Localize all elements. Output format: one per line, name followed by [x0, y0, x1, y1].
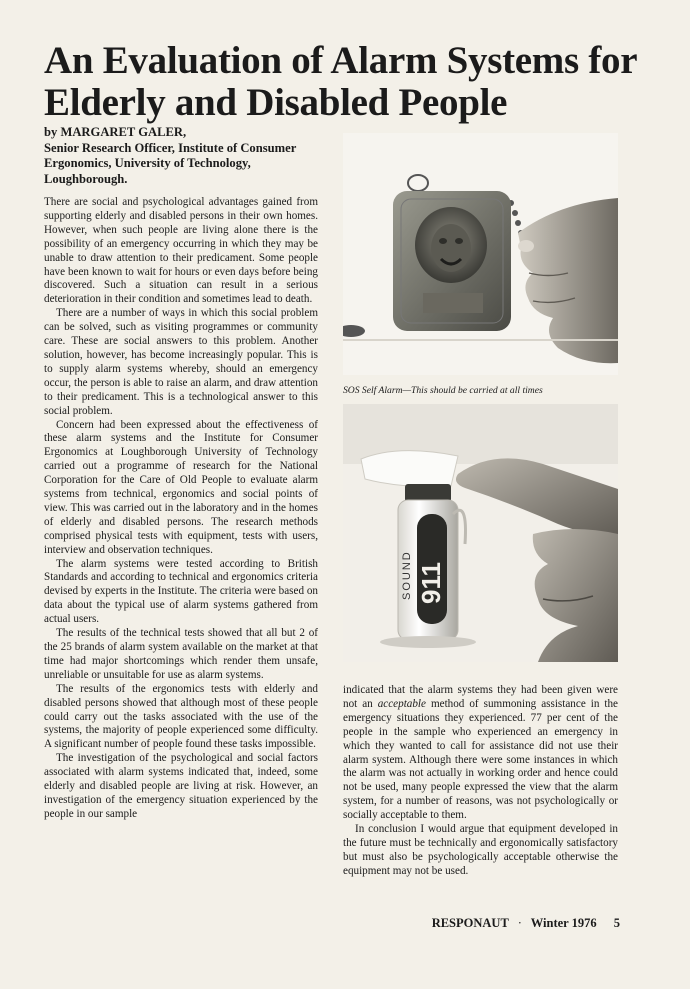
page-footer	[400, 916, 620, 931]
paragraph-5: The results of the technical tests showed that all but 2 of the 25 brands of alarm system available on the market at that time had major shortcomings which render them unsafe, unreliable or unsuitable for use as alarm systems.	[44, 627, 318, 681]
right-p1-before: indicated that the alarm systems they had been given were not an	[343, 684, 618, 710]
photo-sound-911-alarm	[343, 404, 618, 662]
paragraph-1: There are social and psychological advantages gained from supporting elderly and disabled persons in their own homes. However, when such people are living alone there is the possibility of an emergency occurring in which they may be unable to draw attention to their predicament. Some people have been known to wait for hours or even days before being discovered. Such a situation can result in a serious deterioration in their condition and sometimes lead to death.	[44, 196, 318, 306]
paragraph-6: The results of the ergonomics tests with elderly and disabled persons showed that although most of these people could carry out the tasks associated with the use of the systems, the majority of people experienced some difficulty. A significant number of people found these tasks impossible.	[44, 682, 318, 751]
footer-publication: RESPONAUT	[431, 916, 509, 930]
paragraph-4: The alarm systems were tested according to British Standards and according to technical and ergonomics criteria devised by experts in the Institute. The criteria were based on data about the typical use of alarm systems gathered from actual users.	[44, 557, 318, 626]
left-column-body	[44, 196, 318, 822]
paragraph-3: Concern had been expressed about the effectiveness of these alarm systems and the Institute for Consumer Ergonomics at Loughborough University of Technology carried out a programme of research for the National Corporation for the Care of Old People to evaluate alarm systems from technical, ergonomics and social points of view. This was carried out in the laboratory and in the homes of elderly and disabled persons. The research methods comprised physical tests with equipment, tests with users, interview and observation techniques.	[44, 418, 318, 556]
right-paragraph-2: In conclusion I would argue that equipment developed in the future must be technically and ergonomically satisfactory but must also be psychologically acceptable otherwise the equipment may not be used.	[343, 823, 618, 877]
author-organisation: Ergonomics, University of Technology,	[44, 156, 251, 170]
right-column-body	[343, 684, 618, 879]
footer-issue: Winter 1976	[530, 916, 597, 930]
title-line-1: An Evaluation of Alarm Systems for	[44, 39, 638, 82]
footer-separator: ·	[517, 916, 522, 930]
author-role: Senior Research Officer, Institute of Consumer	[44, 140, 297, 155]
paragraph-2: There are a number of ways in which this social problem can be solved, such as visiting programmes or community care. These are social answers to this problem. Another solution, however, has become increasingly popular. This is to supply alarm systems whereby, should an emergency occur, the person is able to raise an alarm, and draw attention to their predicament. This is a technological answer to this social problem.	[44, 307, 318, 417]
author-byline	[44, 125, 329, 187]
article-title	[44, 40, 664, 124]
author-name: by MARGARET GALER,	[44, 125, 187, 139]
photo-caption: SOS Self Alarm—This should be carried at all times	[343, 385, 543, 396]
author-place: Loughborough.	[44, 171, 128, 186]
title-line-2: Elderly and Disabled People	[44, 81, 508, 124]
right-p1-emphasis: acceptable	[377, 697, 426, 710]
can-911-label: 911	[416, 562, 446, 604]
can-sound-label: SOUND	[401, 550, 413, 600]
page-number: 5	[613, 916, 620, 930]
right-paragraph-1	[343, 684, 618, 823]
photo-sos-self-alarm	[343, 133, 618, 375]
right-p1-after: method of summoning assistance in the emergency situations they experienced. 77 per cent of the people in the sample who experienced an emergency in which they wanted to call for assistance did not use their alarm system. Although there were some instances in which the alarm was not actually in working order and hence could not be used, many people expressed the view that the alarm system, for a number of reasons, was not psychologically or socially acceptable to them.	[343, 697, 618, 822]
paragraph-7: The investigation of the psychological and social factors associated with alarm systems indicated that, indeed, some elderly and disabled people are living at risk. However, an investigation of the emergency situation experienced by the people in our sample	[44, 752, 318, 820]
